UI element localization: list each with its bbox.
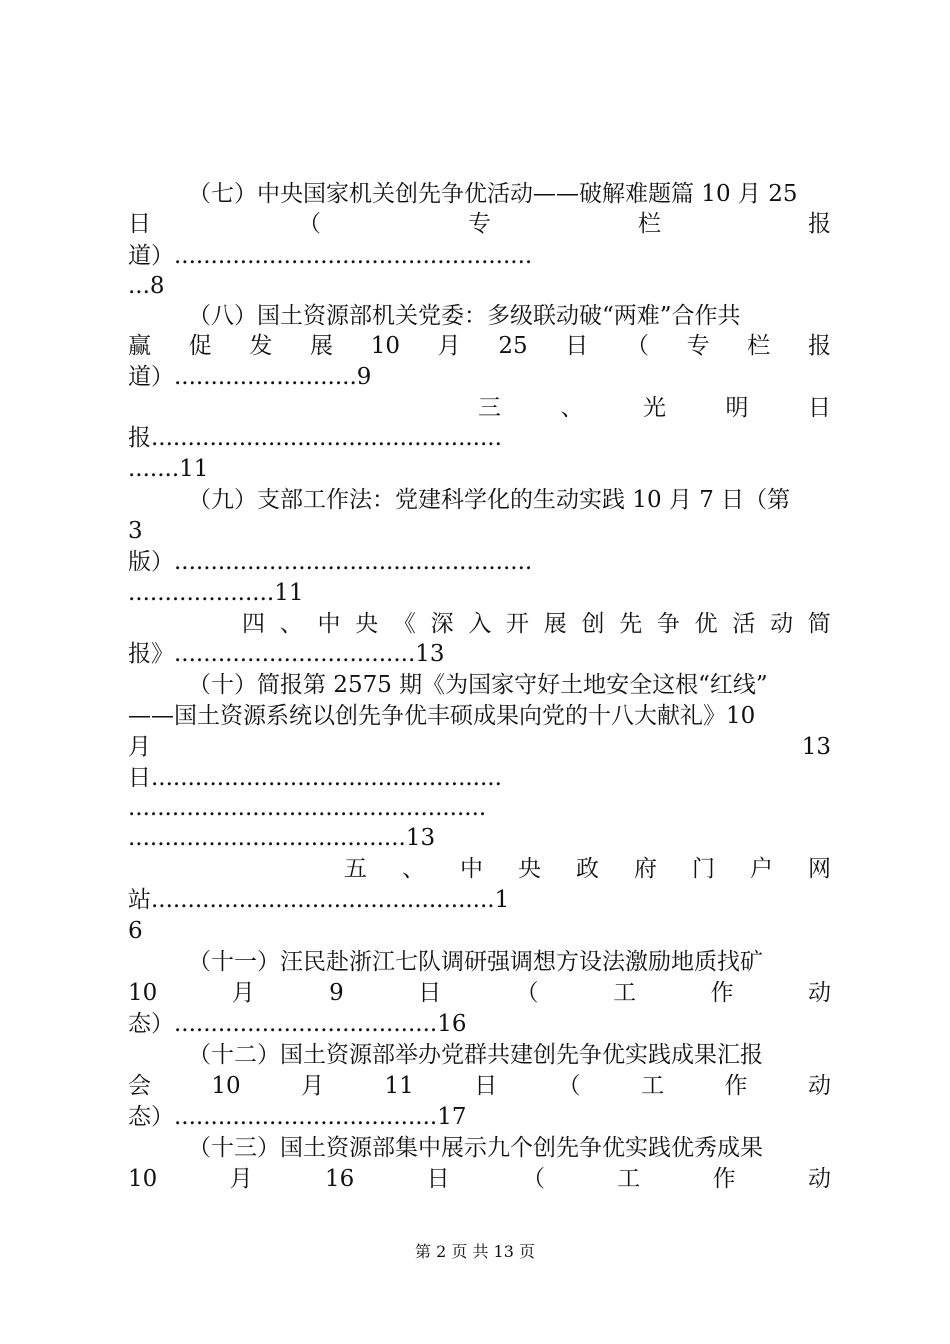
page-footer: 第 2 页 共 13 页: [415, 1242, 535, 1261]
toc-line: （十三）国土资源部集中展示九个创先争优实践优秀成果: [188, 1135, 763, 1161]
toc-line: 3: [128, 518, 143, 544]
toc-token: 9: [329, 980, 344, 1006]
toc-token: （: [557, 1073, 581, 1099]
toc-token: 工: [613, 980, 637, 1006]
toc-token: 政: [576, 856, 599, 882]
toc-line: 道）.................................................: [128, 243, 533, 269]
toc-line: [128, 1070, 831, 1102]
toc-token: 开: [506, 611, 530, 637]
toc-token: 日: [426, 1166, 450, 1192]
toc-token: 户: [750, 856, 773, 882]
toc-token: 优: [694, 611, 718, 637]
toc-line: ——国土资源系统以创先争优丰硕成果向党的十八大献礼》10: [128, 703, 756, 729]
toc-token: 10: [128, 980, 158, 1006]
toc-token: 报: [807, 333, 831, 359]
toc-token: 入: [468, 611, 492, 637]
toc-line: [128, 977, 831, 1009]
toc-token: 专: [686, 333, 710, 359]
toc-token: 促: [188, 333, 212, 359]
toc-line: 站...............................................1: [128, 887, 510, 913]
toc-token: 赢: [128, 333, 151, 359]
toc-token: 动: [770, 611, 794, 637]
toc-token: 日: [474, 1073, 498, 1099]
toc-line: （十二）国土资源部举办党群共建创先争优实践成果汇报: [188, 1042, 763, 1068]
toc-line: （十一）汪民赴浙江七队调研强调想方设法激励地质找矿: [188, 949, 763, 975]
toc-line: ....................11: [128, 580, 304, 606]
toc-token: 10: [128, 1166, 158, 1192]
toc-token: （: [625, 333, 649, 359]
toc-token: 会: [128, 1073, 151, 1099]
toc-line: 报》.................................13: [128, 641, 445, 667]
toc-token: 央: [355, 611, 379, 637]
toc-token: 明: [725, 395, 749, 421]
toc-token: （: [515, 980, 539, 1006]
toc-line: [128, 1163, 831, 1195]
toc-token: 工: [641, 1073, 665, 1099]
toc-token: 、: [560, 395, 584, 421]
toc-token: 展: [310, 333, 334, 359]
toc-token: 动: [807, 980, 831, 1006]
toc-line: [128, 330, 831, 362]
toc-token: 《: [392, 611, 416, 637]
toc-token: 报: [808, 211, 831, 237]
toc-line: 日................................................: [128, 765, 502, 791]
toc-line: [128, 208, 831, 240]
toc-line: .......11: [128, 456, 209, 482]
toc-token: 四: [242, 611, 265, 637]
toc-token: 展: [543, 611, 567, 637]
toc-line: [344, 853, 831, 885]
toc-line: 态）....................................16: [128, 1011, 467, 1037]
toc-token: 11: [384, 1073, 414, 1099]
toc-token: （: [298, 211, 321, 237]
toc-token: 争: [656, 611, 680, 637]
toc-token: 发: [249, 333, 273, 359]
toc-token: 专: [468, 211, 491, 237]
toc-token: 活: [732, 611, 756, 637]
toc-token: 中: [317, 611, 341, 637]
toc-token: 五: [344, 856, 367, 882]
toc-token: 、: [279, 611, 303, 637]
toc-token: 光: [643, 395, 666, 421]
toc-token: 央: [518, 856, 541, 882]
toc-token: 简: [807, 611, 831, 637]
toc-token: 、: [402, 856, 425, 882]
toc-token: 中: [460, 856, 483, 882]
toc-line: （九）支部工作法：党建科学化的生动实践 10 月 7 日（第: [188, 487, 791, 513]
toc-token: 栏: [638, 211, 661, 237]
toc-line: （七）中央国家机关创先争优活动——破解难题篇 10 月 25: [188, 181, 798, 207]
toc-line: （十）简报第 2575 期《为国家守好土地安全这根“红线”: [188, 672, 768, 698]
toc-line: 6: [128, 918, 143, 944]
toc-token: 月: [128, 734, 151, 760]
toc-line: 版）.................................................: [128, 549, 533, 575]
toc-line: 态）....................................17: [128, 1104, 467, 1130]
toc-token: 日: [565, 333, 589, 359]
toc-token: 月: [301, 1073, 325, 1099]
toc-line: ...8: [128, 273, 165, 299]
toc-token: 创: [581, 611, 605, 637]
toc-line: 道）.........................9: [128, 364, 372, 390]
toc-token: 作: [712, 1166, 736, 1192]
toc-token: 月: [437, 333, 461, 359]
toc-token: 10: [370, 333, 400, 359]
toc-token: 月: [229, 1166, 253, 1192]
toc-token: 府: [634, 856, 657, 882]
toc-token: （: [521, 1166, 545, 1192]
toc-line: （八）国土资源部机关党委：多级联动破“两难”合作共: [188, 303, 741, 329]
toc-token: 日: [418, 980, 442, 1006]
toc-token: 动: [807, 1166, 831, 1192]
toc-line: 报................................................: [128, 425, 502, 451]
toc-line: [478, 392, 831, 424]
toc-line: ......................................13: [128, 825, 436, 851]
toc-token: 日: [808, 395, 831, 421]
toc-token: 月: [231, 980, 255, 1006]
toc-token: 动: [807, 1073, 831, 1099]
toc-token: 25: [498, 333, 528, 359]
toc-token: 先: [619, 611, 643, 637]
toc-token: 13: [801, 734, 831, 760]
toc-token: 日: [128, 211, 151, 237]
toc-line: [242, 608, 831, 640]
toc-token: 作: [710, 980, 734, 1006]
toc-token: 工: [617, 1166, 641, 1192]
toc-line: .................................................: [128, 795, 487, 821]
toc-token: 三: [478, 395, 501, 421]
toc-token: 作: [724, 1073, 748, 1099]
toc-token: 栏: [747, 333, 771, 359]
toc-line: [128, 731, 831, 763]
toc-token: 门: [692, 856, 715, 882]
toc-token: 10: [211, 1073, 241, 1099]
toc-token: 16: [324, 1166, 355, 1192]
toc-token: 网: [808, 856, 831, 882]
toc-token: 深: [430, 611, 454, 637]
